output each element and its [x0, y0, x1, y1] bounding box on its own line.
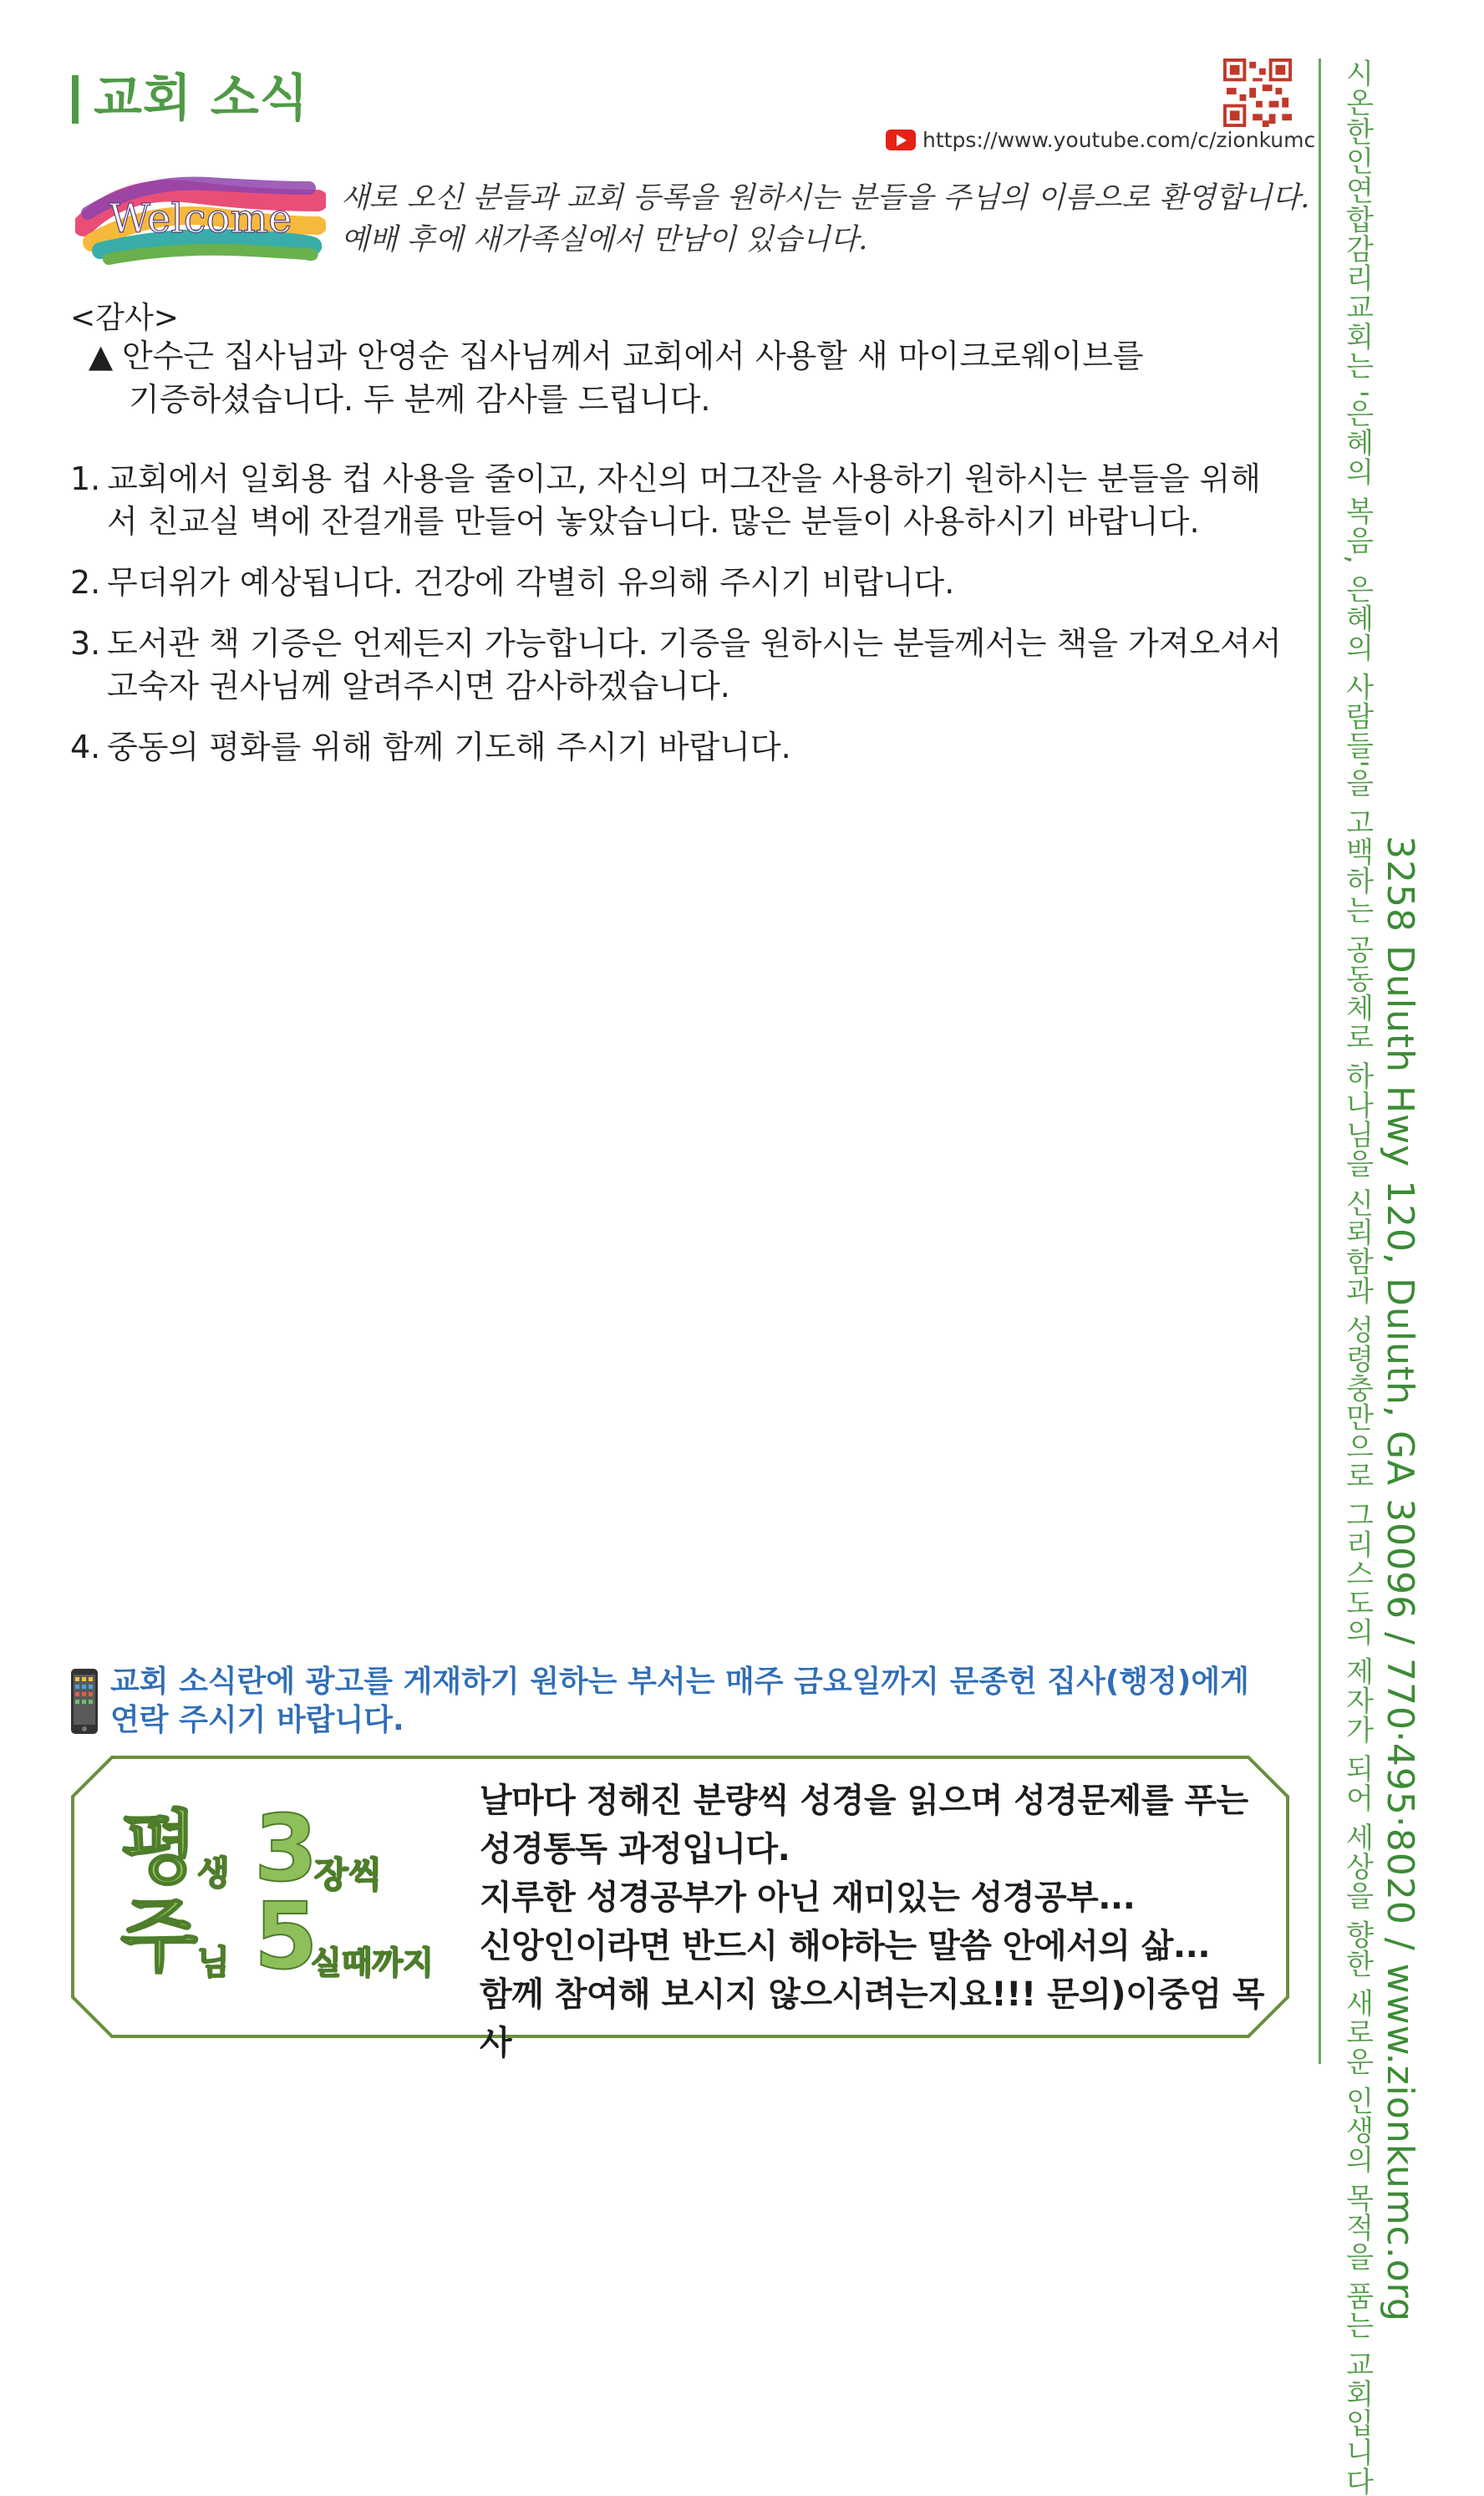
promo-line: 신앙인이라면 반드시 해야하는 말씀 안에서의 삶... [480, 1927, 1211, 1965]
notice-text: 도서관 책 기증은 언제든지 가능합니다. 기증을 원하시는 분들께서는 책을 가져오셔서 고숙자 권사님께 알려주시면 감사하겠습니다. [107, 625, 1282, 704]
list-item [70, 726, 1290, 769]
youtube-url[interactable]: https://www.youtube.com/c/zionkumc [922, 127, 1316, 152]
welcome-logo [75, 167, 326, 267]
promo-logo-p1-sub: 생 [197, 1854, 230, 1893]
promo-line: 지루한 성경공부가 아닌 재미있는 성경공부... [480, 1878, 1136, 1917]
page-title-text: 교회 소식 [94, 69, 309, 128]
welcome-message [341, 177, 1309, 261]
qr-code-icon [1223, 58, 1292, 127]
list-item [70, 623, 1290, 708]
notice-text: 교회에서 일회용 컵 사용을 줄이고, 자신의 머그잔을 사용하기 원하시는 분들을 위해서 친교실 벽에 잔걸개를 만들어 놓았습니다. 많은 분들이 사용하시기 바랍니다. [107, 460, 1261, 540]
side-divider [1319, 58, 1321, 2064]
youtube-link[interactable] [886, 125, 1315, 154]
welcome-line-1: 새로 오신 분들과 교회 등록을 원하시는 분들을 주님의 이름으로 환영합니다. [341, 181, 1310, 215]
notice-number: 3. [70, 625, 101, 662]
notice-list [70, 458, 1290, 787]
promo-logo-p1: 평 [120, 1802, 198, 1895]
thanks-heading: <감사> [70, 301, 179, 335]
promo-logo-p2: 주 [120, 1889, 198, 1983]
smartphone-icon [70, 1668, 99, 1735]
notice-number: 1. [70, 460, 101, 497]
bible-reading-promo [70, 1755, 1290, 2062]
thanks-line-1: 안수근 집사님과 안영순 집사님께서 교회에서 사용할 새 마이크로웨이브를 [122, 338, 1144, 374]
youtube-icon [886, 130, 916, 150]
ad-line-1: 교회 소식란에 광고를 게재하기 원하는 부서는 매주 금요일까지 문종헌 집사(행정)에게 [110, 1665, 1249, 1699]
title-bar [72, 75, 79, 124]
promo-line: 함께 참여해 보시지 않으시려는지요!!! 문의)이중엄 목사 [480, 1975, 1265, 2062]
church-motto: 시온한인연합감리교회는 '은혜의 복음, 은혜의 사람들'을 고백하는 공동체로 하나님을 신뢰함과 성령충만으로 그리스도의 제자가 되어 세상을 향한 새로운 인생의 목적을 품는 교회입니다 [1340, 58, 1374, 2496]
notice-text: 무더위가 예상됩니다. 건강에 각별히 유의해 주시기 비랍니다. [107, 564, 955, 601]
notice-text: 중동의 평화를 위해 함께 기도해 주시기 바랍니다. [107, 729, 791, 765]
promo-logo-n1-sub: 장씩 [314, 1854, 383, 1895]
promo-logo-p2-sub: 님 [197, 1944, 230, 1982]
promo-line: 날마다 정해진 분량씩 성경을 읽으며 성경문제를 푸는 [480, 1782, 1248, 1820]
notice-number: 4. [70, 729, 101, 765]
thanks-line-2: 기증하셨습니다. 두 분께 감사를 드립니다. [129, 381, 711, 418]
welcome-line-2: 예배 후에 새가족실에서 만남이 있습니다. [341, 223, 868, 257]
page-title [72, 58, 309, 130]
promo-logo-n2-sub: 실때까지 [311, 1944, 434, 1981]
notice-number: 2. [70, 564, 101, 601]
promo-line: 성경통독 과정입니다. [480, 1830, 790, 1868]
promo-logo-n2: 5 [254, 1883, 318, 1990]
church-contact: 3258 Duluth Hwy 120, Duluth, GA 30096 / 770·495·8020 / www.zionkumc.org [1379, 836, 1421, 2322]
ad-line-2: 연락 주시기 바랍니다. [110, 1703, 404, 1737]
promo-text [480, 1777, 1290, 2067]
promo-logo [120, 1797, 521, 1997]
list-item [70, 458, 1290, 543]
thanks-body [89, 334, 1175, 421]
welcome-logo-text: Welcome [109, 196, 292, 242]
bullet-triangle-icon: ▲ [89, 338, 114, 374]
promo-logo-n1: 3 [254, 1797, 318, 1902]
list-item [70, 562, 1290, 604]
ad-notice [70, 1663, 1280, 1740]
